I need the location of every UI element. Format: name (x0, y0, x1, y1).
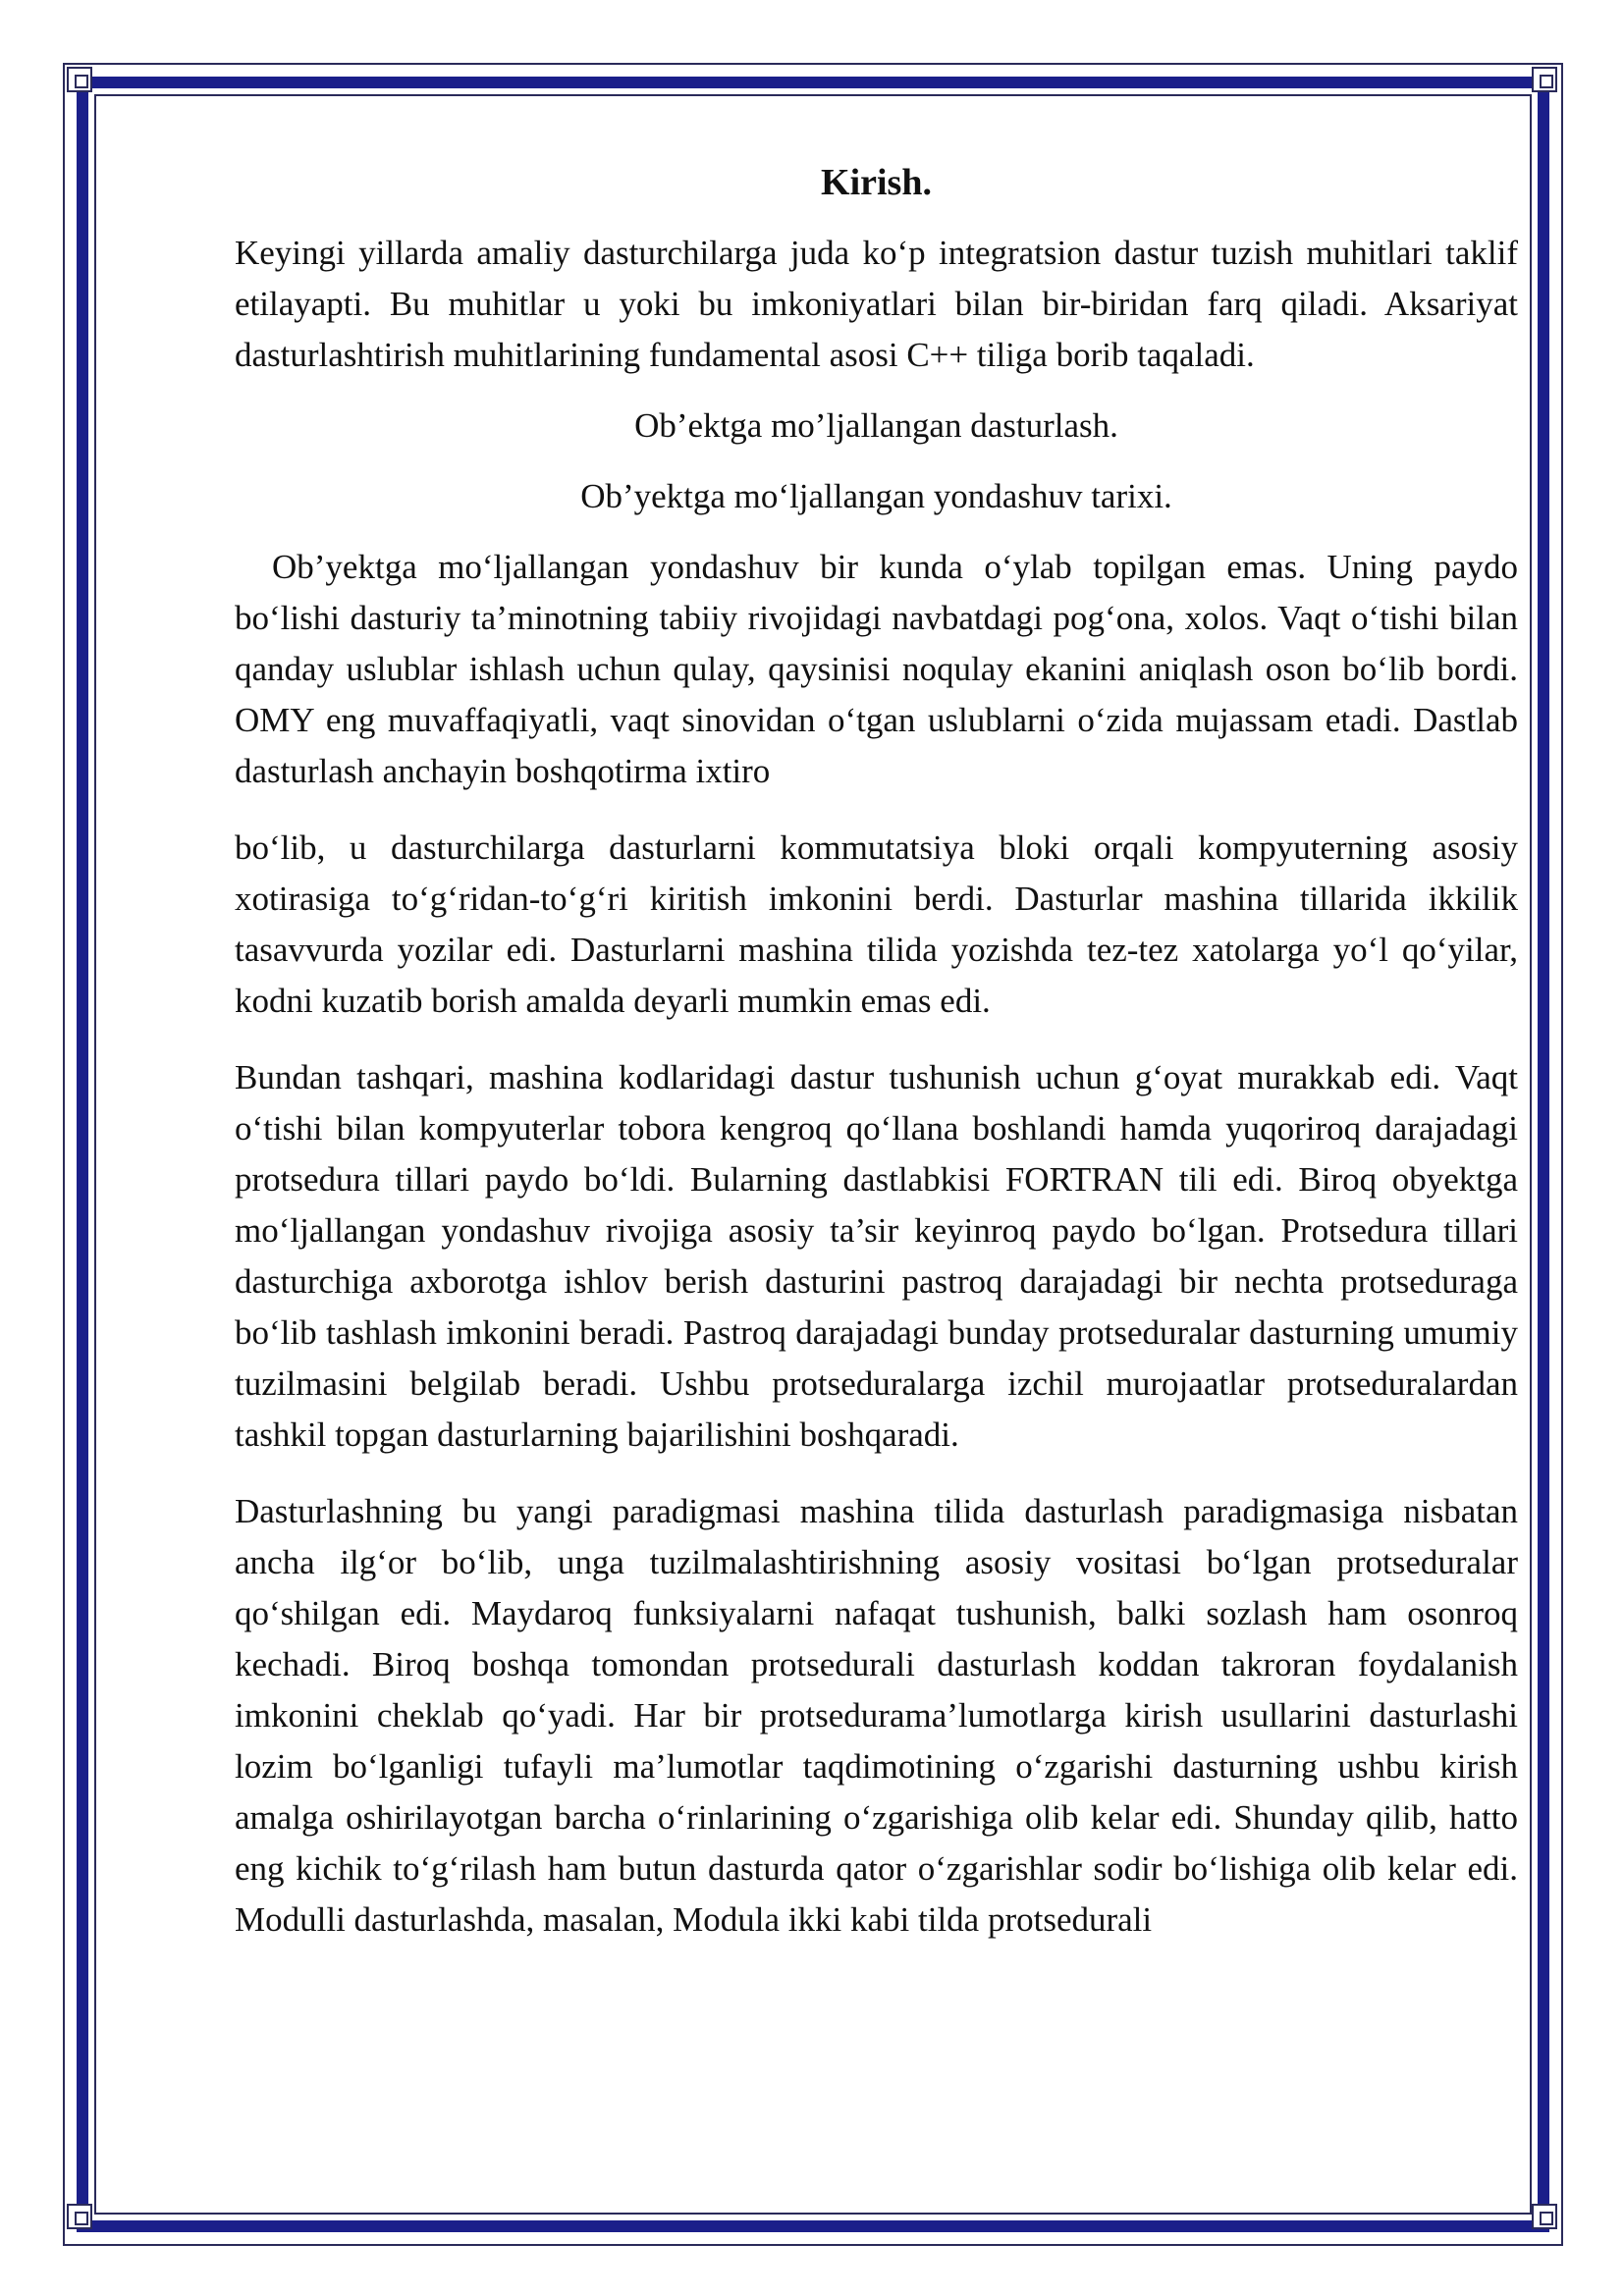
paragraph-procedural: Bundan tashqari, mashina kodlaridagi dastur tushunish uchun g‘oyat murakkab edi. Vaqt o‘tishi bilan kompyuterlar tobora kengroq qo‘llana boshlandi hamda yuqoriroq darajadagi protsedura tillari paydo bo‘ldi. Bularning dastlabkisi FORTRAN tili edi. Biroq obyektga mo‘ljallangan yondashuv rivojiga asosiy ta’sir keyinroq paydo bo‘lgan. Protsedura tillari dasturchiga axborotga ishlov berish dasturini pastroq darajadagi bir nechta protseduraga bo‘lib tashlash imkonini beradi. Pastroq darajadagi bunday protseduralar dasturning umumiy tuzilmasini belgilab beradi. Ushbu protseduralarga izchil murojaatlar protseduralardan tashkil topgan dasturlarning bajarilishini boshqaradi. (235, 1058, 1518, 1454)
subsection-heading: Ob’yektga mo‘ljallangan yondashuv tarixi. (580, 477, 1172, 515)
corner-ornament-top-right (1532, 67, 1557, 92)
paragraph-paradigm: Dasturlashning bu yangi paradigmasi mashina tilida dasturlash paradigmasiga nisbatan ancha ilg‘or bo‘lib, unga tuzilmalashtirishning asosiy vositasi bo‘lgan protseduralar qo‘shilgan edi. Maydaroq funksiyalarni nafaqat tushunish, balki sozlash ham osonroq kechadi. Biroq boshqa tomondan protsedurali dasturlash koddan takroran foydalanish imkonini cheklab qo‘yadi. Har bir protsedurama’lumotlarga kirish usullarini dasturlashi lozim bo‘lganligi tufayli ma’lumotlar taqdimotining o‘zgarishi dasturning ushbu kirish amalga oshirilayotgan barcha o‘rinlarining o‘zgarishiga olib kelar edi. Shunday qilib, hatto eng kichik to‘g‘rilash ham butun dasturda qator o‘zgarishlar sodir bo‘lishiga olib kelar edi. Modulli dasturlashda, masalan, Modula ikki kabi tilda protsedurali (235, 1492, 1518, 1939)
corner-ornament-bottom-left (67, 2204, 92, 2229)
page-title: Kirish. (821, 162, 932, 203)
corner-ornament-bottom-right (1532, 2204, 1557, 2229)
paragraph-intro: Keyingi yillarda amaliy dasturchilarga juda ko‘p integratsion dastur tuzish muhitlari taklif etilayapti. Bu muhitlar u yoki bu imkoniyatlari bilan bir-biridan farq qiladi. Aksariyat dasturlashtirish muhitlarining fundamental asosi C++ tiliga borib taqaladi. (235, 234, 1518, 374)
paragraph-machine-code: bo‘lib, u dasturchilarga dasturlarni kommutatsiya bloki orqali kompyuterning asosiy xotirasiga to‘g‘ridan-to‘g‘ri kiritish imkonini berdi. Dasturlar mashina tillarida ikkilik tasavvurda yozilar edi. Dasturlarni mashina tilida yozishda tez-tez xatolarga yo‘l qo‘yilar, kodni kuzatib borish amalda deyarli mumkin emas edi. (235, 828, 1518, 1020)
document-body (235, 147, 1518, 1946)
paragraph-history: Ob’yektga mo‘ljallangan yondashuv bir kunda o‘ylab topilgan emas. Uning paydo bo‘lishi dasturiy ta’minotning tabiiy rivojidagi navbatdagi pog‘ona, xolos. Vaqt o‘tishi bilan qanday uslublar ishlash uchun qulay, qaysinisi noqulay ekanini aniqlash oson bo‘lib bordi. OMY eng muvaffaqiyatli, vaqt sinovidan o‘tgan uslublarni o‘zida mujassam etadi. Dastlab dasturlash anchayin boshqotirma ixtiro (235, 548, 1518, 790)
corner-ornament-top-left (67, 67, 92, 92)
section-heading: Ob’ektga mo’ljallangan dasturlash. (634, 406, 1118, 445)
